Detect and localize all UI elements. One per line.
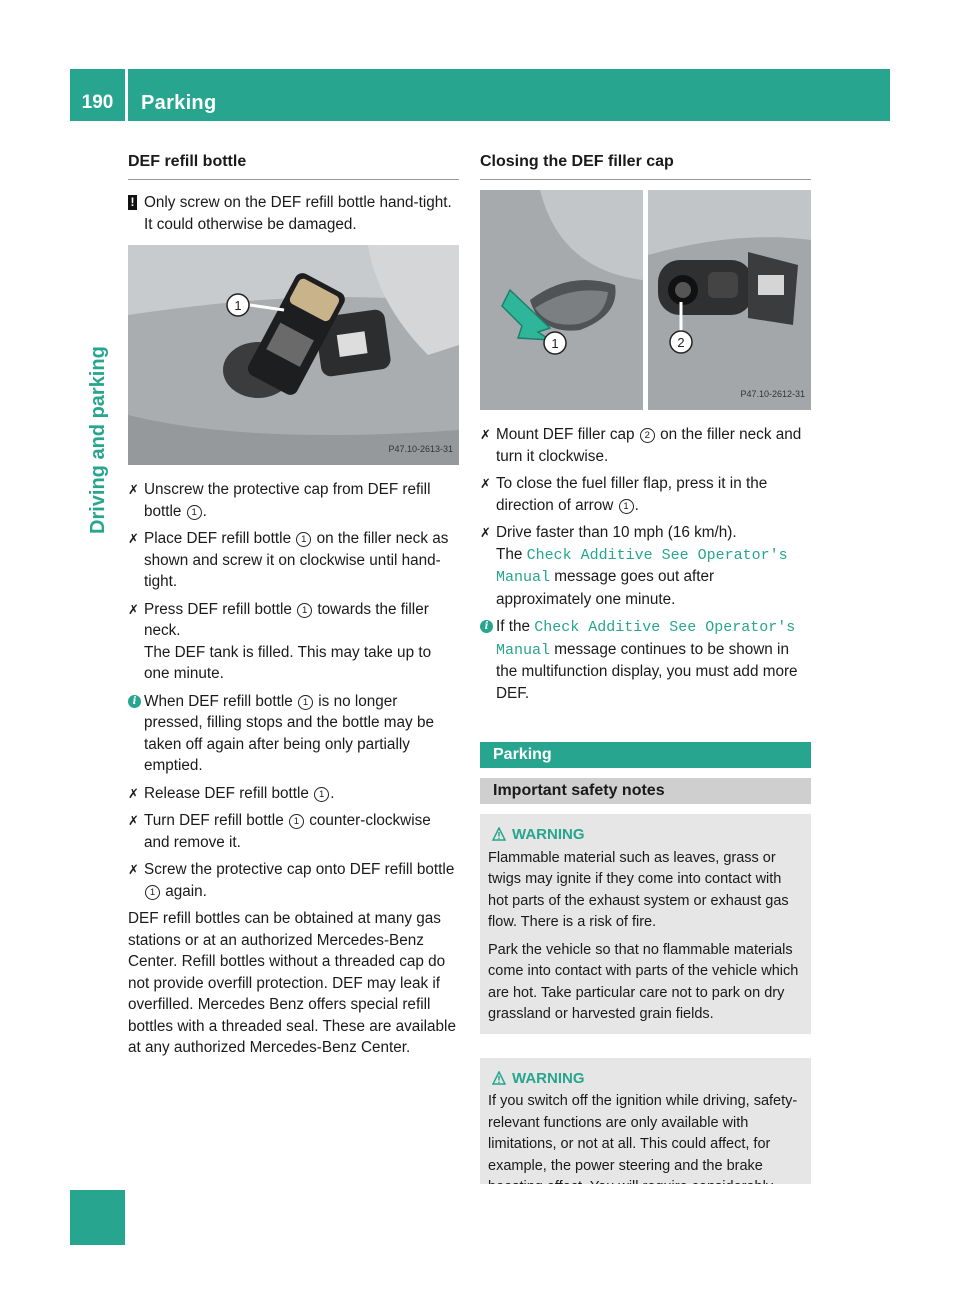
- step-text: Mount DEF filler cap: [496, 426, 639, 443]
- warning-text: Flammable material such as leaves, grass or twigs may ignite if they come into contact with hot parts of the exhaust system or exhaust gas flow. There is a risk of fire.: [488, 849, 789, 930]
- photo-code: P47.10-2612-31: [740, 388, 805, 399]
- step-text: Place DEF refill bottle: [144, 530, 296, 547]
- section-title: Parking: [141, 92, 217, 114]
- step-text: .: [202, 502, 207, 520]
- ref-badge: 1: [619, 499, 634, 514]
- filler-flap-illustration: [480, 190, 643, 410]
- info-text: When DEF refill bottle: [144, 692, 298, 710]
- left-column: [128, 150, 459, 1065]
- step: [128, 528, 459, 593]
- ref-badge: 1: [296, 532, 311, 547]
- step-text: .: [330, 784, 335, 802]
- ref-badge: 1: [289, 814, 304, 829]
- ref-badge: 1: [298, 695, 313, 710]
- step-text: towards the filler neck.: [144, 600, 429, 639]
- warning-title-text: WARNING: [512, 1069, 585, 1087]
- step: [128, 810, 459, 853]
- photo-left-half: [480, 190, 643, 410]
- warning-box-fire: [480, 814, 811, 1034]
- callout-2: 2: [677, 335, 685, 350]
- step-arrow-icon: ✗: [480, 476, 491, 491]
- info-icon: i: [128, 695, 141, 708]
- info-note: [480, 616, 811, 704]
- step-text: .: [634, 496, 639, 514]
- step-text: Press DEF refill bottle: [144, 600, 297, 618]
- warning-triangle-icon: [492, 827, 506, 841]
- refill-bottle-illustration: [128, 245, 459, 465]
- callout-1: 1: [234, 298, 242, 313]
- heading-def-refill-bottle: DEF refill bottle: [128, 150, 459, 180]
- step-text: message goes out after approximately one minute.: [496, 568, 715, 608]
- step-text: again.: [161, 882, 207, 900]
- warning-triangle-icon: [492, 1071, 506, 1085]
- step: [128, 479, 459, 522]
- photo-def-refill-bottle: [128, 245, 459, 465]
- ref-badge: 1: [187, 505, 202, 520]
- side-tab-label: Driving and parking: [87, 346, 109, 534]
- header-divider: [125, 69, 128, 121]
- warning-title: [488, 1068, 803, 1090]
- right-column: [480, 150, 811, 1207]
- page-bottom-margin: [480, 1184, 811, 1302]
- step-text: Release DEF refill bottle: [144, 784, 314, 802]
- step: [480, 522, 811, 610]
- callout-1: 1: [551, 336, 559, 351]
- display-message: Check Additive See Operator's Manual: [496, 619, 796, 659]
- ref-badge: 1: [145, 885, 160, 900]
- step: [480, 424, 811, 467]
- step-arrow-icon: ✗: [128, 813, 139, 828]
- step-arrow-icon: ✗: [128, 482, 139, 497]
- notice: [128, 192, 459, 235]
- step-text: Screw the protective cap onto DEF refill bottle: [144, 861, 455, 878]
- info-text: message continues to be shown in the multifunction display, you must add more DEF.: [496, 640, 798, 702]
- warning-title-text: WARNING: [512, 826, 585, 843]
- step-arrow-icon: ✗: [128, 601, 139, 617]
- ref-badge: 2: [640, 428, 655, 443]
- step: [128, 599, 459, 642]
- photo-code: P47.10-2613-31: [388, 443, 453, 454]
- photo-right-half: [648, 190, 811, 410]
- step-text: on the filler neck as shown and screw it on clockwise until hand-tight.: [144, 530, 449, 590]
- section-heading-parking: Parking: [480, 742, 811, 768]
- info-text: If the: [496, 618, 535, 635]
- step-arrow-icon: ✗: [128, 785, 139, 801]
- step-arrow-icon: ✗: [128, 862, 139, 877]
- warning-text: If you switch off the ignition while driving, safety-relevant functions are only available with limitations, or not at all. This could affect, for example, the power steering and the brake: [488, 1093, 798, 1174]
- step-text: Drive faster than 10 mph (16 km/h).: [496, 524, 737, 541]
- step-text: on the filler neck and turn it clockwise.: [496, 426, 802, 465]
- step: [480, 473, 811, 516]
- heading-closing-def-filler-cap: Closing the DEF filler cap: [480, 150, 811, 180]
- warning-title: [488, 824, 803, 846]
- step: [128, 859, 459, 902]
- body-paragraph: DEF refill bottles can be obtained at many gas stations or at an authorized Mercedes-Benz Center. Refill bottles without a threaded cap do not provide overfill protection. DEF may leak if overfilled. Mercedes Benz offers special refill bottles with a threaded seal. These are available at any authorized Mercedes-Benz Center.: [128, 910, 456, 1056]
- page-number: 190: [81, 92, 114, 113]
- step-text: counter-clockwise and remove it.: [144, 812, 431, 851]
- display-message: Check Additive See Operator's Manual: [496, 546, 788, 586]
- warning-text: Park the vehicle so that no flammable materials come into contact with parts of the vehicle which are hot. Take particular care not to park on dry grassland or harvested grain fields.: [488, 941, 799, 1022]
- info-note: [128, 691, 459, 777]
- step-result: The DEF tank is filled. This may take up to one minute.: [144, 643, 432, 682]
- step-text: The: [496, 545, 527, 563]
- filler-neck-illustration: [648, 190, 811, 410]
- step: [128, 783, 459, 805]
- info-icon: i: [480, 620, 493, 633]
- side-tab-marker: [70, 1190, 125, 1245]
- step-arrow-icon: ✗: [480, 427, 491, 442]
- step-arrow-icon: ✗: [128, 531, 139, 546]
- subheading-safety-notes: Important safety notes: [480, 778, 811, 804]
- ref-badge: 1: [314, 787, 329, 802]
- ref-badge: 1: [297, 603, 312, 618]
- notice-icon: !: [128, 195, 137, 210]
- step-text: Turn DEF refill bottle: [144, 812, 288, 829]
- photo-closing-filler-cap: [480, 190, 811, 410]
- step-text: Unscrew the protective cap from DEF refill bottle: [144, 481, 431, 520]
- info-text: is no longer pressed, filling stops and the bottle may be taken off again after being only partially emptied.: [144, 692, 434, 774]
- step-arrow-icon: ✗: [480, 525, 491, 540]
- step-text: To close the fuel filler flap, press it in the direction of arrow: [496, 475, 768, 514]
- notice-text: Only screw on the DEF refill bottle hand-tight. It could otherwise be damaged.: [144, 194, 452, 233]
